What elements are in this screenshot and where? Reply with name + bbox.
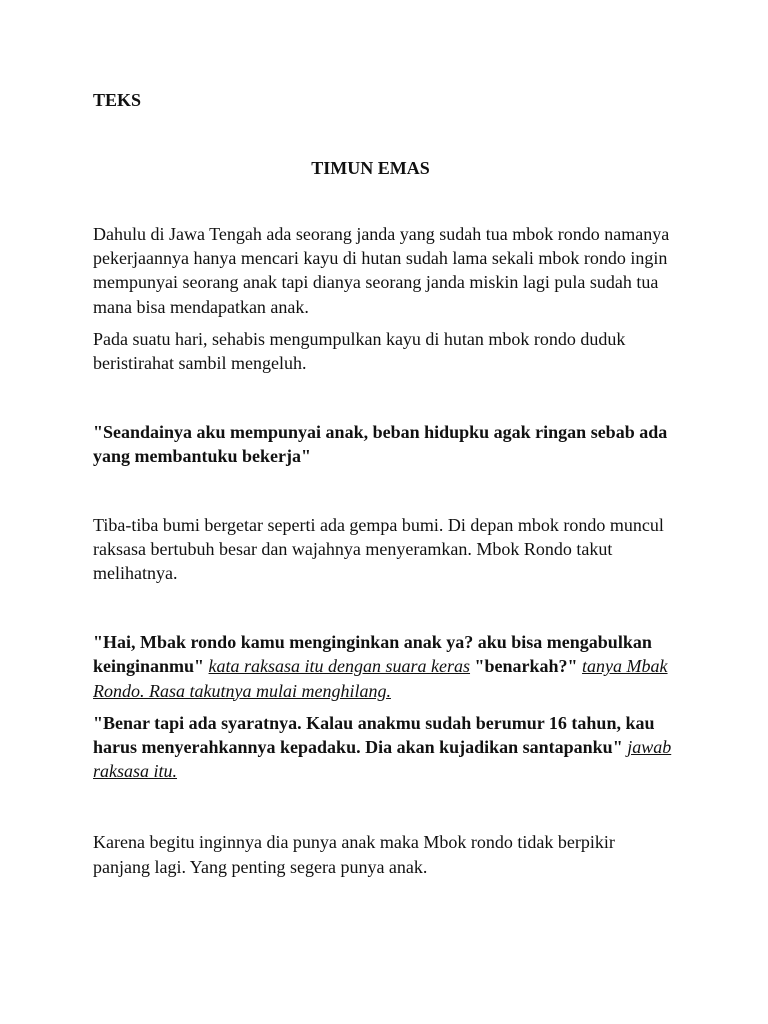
story-title: TIMUN EMAS <box>311 158 430 178</box>
dialog-2 <box>93 711 673 784</box>
dialog-1-narration-a: kata raksasa itu dengan suara keras <box>208 656 471 677</box>
quote-1: "Seandainya aku mempunyai anak, beban hidupku agak ringan sebab ada yang membantuku bekerja" <box>93 422 668 467</box>
dialog-2-speech: "Benar tapi ada syaratnya. Kalau anakmu sudah berumur 16 tahun, kau harus menyerahkannya kepadaku. Dia akan kujadikan santapanku" <box>93 712 655 758</box>
paragraph-3: Tiba-tiba bumi bergetar seperti ada gempa bumi. Di depan mbok rondo muncul raksasa bertubuh besar dan wajahnya menyeramkan. Mbok Rondo takut melihatnya. <box>93 514 664 584</box>
dialog-2-narration: jawab raksasa itu. <box>93 737 672 782</box>
dialog-1-narration-b: tanya Mbak Rondo. Rasa takutnya mulai menghilang. <box>93 656 668 701</box>
dialog-1 <box>93 630 673 703</box>
paragraph-2: Pada suatu hari, sehabis mengumpulkan kayu di hutan mbok rondo duduk beristirahat sambil mengeluh. <box>93 328 626 374</box>
paragraph-1: Dahulu di Jawa Tengah ada seorang janda yang sudah tua mbok rondo namanya pekerjaannya hanya mencari kayu di hutan sudah lama sekali mbok rondo ingin mempunyai seorang anak tapi dianya seorang janda miskin lagi pula sudah tua mana bisa mendapatkan anak. <box>93 224 670 317</box>
dialog-1-speech-b: "benarkah?" <box>474 656 578 677</box>
story-body <box>93 222 673 879</box>
paragraph-4: Karena begitu inginnya dia punya anak maka Mbok rondo tidak berpikir panjang lagi. Yang penting segera punya anak. <box>93 832 615 877</box>
dialog-1-speech-a: "Hai, Mbak rondo kamu menginginkan anak ya? aku bisa mengabulkan keinginanmu" <box>93 632 652 677</box>
document-label: TEKS <box>93 90 142 110</box>
